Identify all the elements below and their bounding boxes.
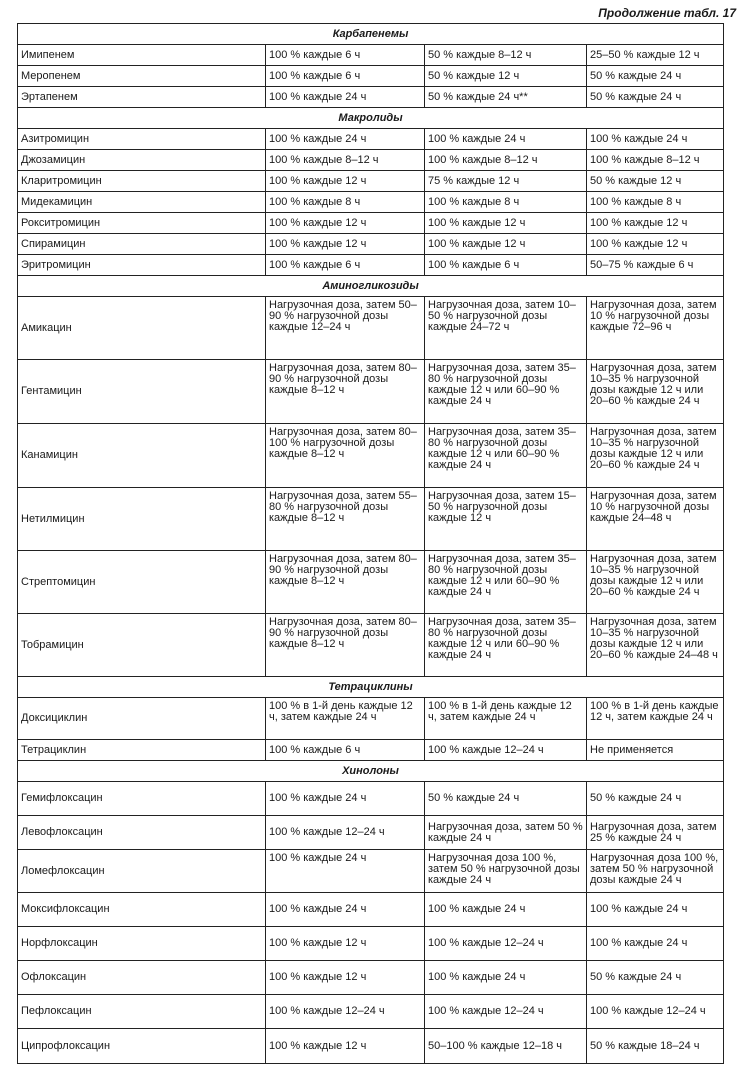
dose-cell-col2: 75 % каждые 12 ч: [425, 171, 587, 192]
table-row: [18, 213, 724, 234]
table-row: [18, 255, 724, 276]
drug-name-cell: Канамицин: [18, 424, 266, 488]
dose-cell-col1: 100 % каждые 24 ч: [266, 850, 425, 893]
dose-cell-col2: Нагрузочная доза, затем 35–80 % нагрузочной дозы каждые 12 ч или 60–90 % каждые 24 ч: [425, 551, 587, 614]
dose-cell-col1: 100 % каждые 8 ч: [266, 192, 425, 213]
dose-cell-col3: 50 % каждые 24 ч: [587, 782, 724, 816]
section-header-row: [18, 108, 724, 129]
table-row: [18, 850, 724, 893]
dose-cell-col1: 100 % каждые 24 ч: [266, 893, 425, 927]
drug-name-cell: Рокситромицин: [18, 213, 266, 234]
dose-cell-col2: 50–100 % каждые 12–18 ч: [425, 1029, 587, 1064]
dose-cell-col3: 50 % каждые 24 ч: [587, 961, 724, 995]
drug-name-cell: Тетрациклин: [18, 740, 266, 761]
dose-cell-col2: 50 % каждые 8–12 ч: [425, 45, 587, 66]
section-header-row: [18, 276, 724, 297]
dose-cell-col3: 100 % каждые 12–24 ч: [587, 995, 724, 1029]
table-row: [18, 782, 724, 816]
dose-cell-col2: 50 % каждые 24 ч: [425, 782, 587, 816]
dose-cell-col1: Нагрузочная доза, затем 80–90 % нагрузочной дозы каждые 8–12 ч: [266, 551, 425, 614]
table-row: [18, 740, 724, 761]
section-title: Аминогликозиды: [18, 276, 724, 297]
dose-cell-col2: Нагрузочная доза, затем 15–50 % нагрузочной дозы каждые 12 ч: [425, 488, 587, 551]
section-title: Карбапенемы: [18, 24, 724, 45]
table-row: [18, 129, 724, 150]
table-row: [18, 1029, 724, 1064]
drug-name-cell: Мидекамицин: [18, 192, 266, 213]
dose-cell-col3: Нагрузочная доза, затем 10–35 % нагрузочной дозы каждые 12 ч или 20–60 % каждые 24–48 ч: [587, 614, 724, 677]
dose-cell-col3: 50 % каждые 18–24 ч: [587, 1029, 724, 1064]
section-header-row: [18, 677, 724, 698]
table-row: [18, 698, 724, 740]
dose-cell-col2: 100 % каждые 12 ч: [425, 213, 587, 234]
dose-cell-col1: 100 % каждые 12 ч: [266, 213, 425, 234]
dose-cell-col2: 100 % каждые 24 ч: [425, 893, 587, 927]
drug-name-cell: Тобрамицин: [18, 614, 266, 677]
dose-cell-col1: 100 % каждые 12 ч: [266, 1029, 425, 1064]
drug-name-cell: Ломефлоксацин: [18, 850, 266, 893]
section-title: Тетрациклины: [18, 677, 724, 698]
dose-cell-col1: Нагрузочная доза, затем 55–80 % нагрузочной дозы каждые 8–12 ч: [266, 488, 425, 551]
section-title: Макролиды: [18, 108, 724, 129]
dose-cell-col3: 100 % в 1-й день каждые 12 ч, затем каждые 24 ч: [587, 698, 724, 740]
table-row: [18, 171, 724, 192]
dose-cell-col3: 100 % каждые 24 ч: [587, 927, 724, 961]
drug-name-cell: Норфлоксацин: [18, 927, 266, 961]
drug-name-cell: Спирамицин: [18, 234, 266, 255]
table-row: [18, 614, 724, 677]
dose-cell-col1: 100 % каждые 6 ч: [266, 255, 425, 276]
dose-cell-col2: Нагрузочная доза, затем 35–80 % нагрузочной дозы каждые 12 ч или 60–90 % каждые 24 ч: [425, 424, 587, 488]
drug-name-cell: Азитромицин: [18, 129, 266, 150]
drug-name-cell: Джозамицин: [18, 150, 266, 171]
table-row: [18, 816, 724, 850]
dose-cell-col1: 100 % в 1-й день каждые 12 ч, затем каждые 24 ч: [266, 698, 425, 740]
dose-cell-col3: Нагрузочная доза, затем 25 % каждые 24 ч: [587, 816, 724, 850]
table-row: [18, 360, 724, 424]
table-row: [18, 150, 724, 171]
table-row: [18, 995, 724, 1029]
drug-name-cell: Эртапенем: [18, 87, 266, 108]
dose-cell-col3: Нагрузочная доза 100 %, затем 50 % нагрузочной дозы каждые 24 ч: [587, 850, 724, 893]
table-row: [18, 234, 724, 255]
dose-cell-col1: 100 % каждые 24 ч: [266, 87, 425, 108]
dose-cell-col2: Нагрузочная доза, затем 35–80 % нагрузочной дозы каждые 12 ч или 60–90 % каждые 24 ч: [425, 614, 587, 677]
section-title: Хинолоны: [18, 761, 724, 782]
drug-name-cell: Имипенем: [18, 45, 266, 66]
drug-name-cell: Ципрофлоксацин: [18, 1029, 266, 1064]
table-row: [18, 192, 724, 213]
dose-cell-col1: 100 % каждые 12 ч: [266, 927, 425, 961]
dose-cell-col1: Нагрузочная доза, затем 80–90 % нагрузочной дозы каждые 8–12 ч: [266, 360, 425, 424]
table-row: [18, 66, 724, 87]
dose-cell-col3: 100 % каждые 12 ч: [587, 234, 724, 255]
dose-cell-col3: 50 % каждые 12 ч: [587, 171, 724, 192]
drug-name-cell: Гентамицин: [18, 360, 266, 424]
drug-name-cell: Доксициклин: [18, 698, 266, 740]
dose-cell-col1: 100 % каждые 24 ч: [266, 782, 425, 816]
dose-cell-col2: 100 % каждые 12–24 ч: [425, 995, 587, 1029]
dose-cell-col3: 25–50 % каждые 12 ч: [587, 45, 724, 66]
dose-cell-col2: Нагрузочная доза, затем 35–80 % нагрузочной дозы каждые 12 ч или 60–90 % каждые 24 ч: [425, 360, 587, 424]
dose-cell-col3: 100 % каждые 8 ч: [587, 192, 724, 213]
dose-cell-col2: Нагрузочная доза 100 %, затем 50 % нагрузочной дозы каждые 24 ч: [425, 850, 587, 893]
dose-cell-col1: 100 % каждые 6 ч: [266, 740, 425, 761]
drug-name-cell: Офлоксацин: [18, 961, 266, 995]
table-row: [18, 87, 724, 108]
drug-name-cell: Стрептомицин: [18, 551, 266, 614]
dose-cell-col2: Нагрузочная доза, затем 10–50 % нагрузочной дозы каждые 24–72 ч: [425, 297, 587, 360]
dose-cell-col3: 50–75 % каждые 6 ч: [587, 255, 724, 276]
dose-cell-col3: Нагрузочная доза, затем 10 % нагрузочной дозы каждые 24–48 ч: [587, 488, 724, 551]
dose-cell-col2: 50 % каждые 12 ч: [425, 66, 587, 87]
dose-cell-col1: 100 % каждые 6 ч: [266, 45, 425, 66]
drug-name-cell: Эритромицин: [18, 255, 266, 276]
dose-cell-col1: Нагрузочная доза, затем 50–90 % нагрузочной дозы каждые 12–24 ч: [266, 297, 425, 360]
dose-cell-col1: Нагрузочная доза, затем 80–100 % нагрузочной дозы каждые 8–12 ч: [266, 424, 425, 488]
dose-cell-col3: Не применяется: [587, 740, 724, 761]
drug-name-cell: Гемифлоксацин: [18, 782, 266, 816]
dose-cell-col3: Нагрузочная доза, затем 10–35 % нагрузочной дозы каждые 12 ч или 20–60 % каждые 24 ч: [587, 424, 724, 488]
drug-name-cell: Амикацин: [18, 297, 266, 360]
dose-cell-col2: 50 % каждые 24 ч**: [425, 87, 587, 108]
dose-cell-col3: 50 % каждые 24 ч: [587, 87, 724, 108]
dose-cell-col3: 50 % каждые 24 ч: [587, 66, 724, 87]
dose-cell-col2: 100 % каждые 24 ч: [425, 961, 587, 995]
section-header-row: [18, 761, 724, 782]
dose-cell-col2: 100 % каждые 24 ч: [425, 129, 587, 150]
dose-cell-col1: 100 % каждые 12 ч: [266, 961, 425, 995]
dose-cell-col3: Нагрузочная доза, затем 10–35 % нагрузочной дозы каждые 12 ч или 20–60 % каждые 24 ч: [587, 360, 724, 424]
table-row: [18, 45, 724, 66]
dose-cell-col1: 100 % каждые 12–24 ч: [266, 995, 425, 1029]
dose-cell-col1: 100 % каждые 12 ч: [266, 171, 425, 192]
table-row: [18, 488, 724, 551]
dose-cell-col3: 100 % каждые 8–12 ч: [587, 150, 724, 171]
drug-name-cell: Нетилмицин: [18, 488, 266, 551]
dosage-table: [17, 23, 724, 1064]
table-row: [18, 893, 724, 927]
table-row: [18, 297, 724, 360]
drug-name-cell: Меропенем: [18, 66, 266, 87]
dose-cell-col1: 100 % каждые 24 ч: [266, 129, 425, 150]
table-row: [18, 551, 724, 614]
dose-cell-col3: 100 % каждые 24 ч: [587, 129, 724, 150]
section-header-row: [18, 24, 724, 45]
table-caption: Продолжение табл. 17: [598, 6, 736, 20]
dose-cell-col3: Нагрузочная доза, затем 10–35 % нагрузочной дозы каждые 12 ч или 20–60 % каждые 24 ч: [587, 551, 724, 614]
dose-cell-col1: 100 % каждые 6 ч: [266, 66, 425, 87]
dose-cell-col2: 100 % в 1-й день каждые 12 ч, затем каждые 24 ч: [425, 698, 587, 740]
table-row: [18, 927, 724, 961]
drug-name-cell: Кларитромицин: [18, 171, 266, 192]
dose-cell-col3: Нагрузочная доза, затем 10 % нагрузочной дозы каждые 72–96 ч: [587, 297, 724, 360]
table-row: [18, 961, 724, 995]
dose-cell-col2: Нагрузочная доза, затем 50 % каждые 24 ч: [425, 816, 587, 850]
drug-name-cell: Моксифлоксацин: [18, 893, 266, 927]
drug-name-cell: Пефлоксацин: [18, 995, 266, 1029]
dose-cell-col1: 100 % каждые 8–12 ч: [266, 150, 425, 171]
drug-name-cell: Левофлоксацин: [18, 816, 266, 850]
dose-cell-col2: 100 % каждые 12 ч: [425, 234, 587, 255]
dose-cell-col1: Нагрузочная доза, затем 80–90 % нагрузочной дозы каждые 8–12 ч: [266, 614, 425, 677]
dose-cell-col2: 100 % каждые 12–24 ч: [425, 927, 587, 961]
dose-cell-col2: 100 % каждые 12–24 ч: [425, 740, 587, 761]
dose-cell-col3: 100 % каждые 24 ч: [587, 893, 724, 927]
dose-cell-col1: 100 % каждые 12 ч: [266, 234, 425, 255]
dose-cell-col1: 100 % каждые 12–24 ч: [266, 816, 425, 850]
dose-cell-col2: 100 % каждые 8 ч: [425, 192, 587, 213]
dose-cell-col2: 100 % каждые 6 ч: [425, 255, 587, 276]
dose-cell-col3: 100 % каждые 12 ч: [587, 213, 724, 234]
table-row: [18, 424, 724, 488]
dose-cell-col2: 100 % каждые 8–12 ч: [425, 150, 587, 171]
